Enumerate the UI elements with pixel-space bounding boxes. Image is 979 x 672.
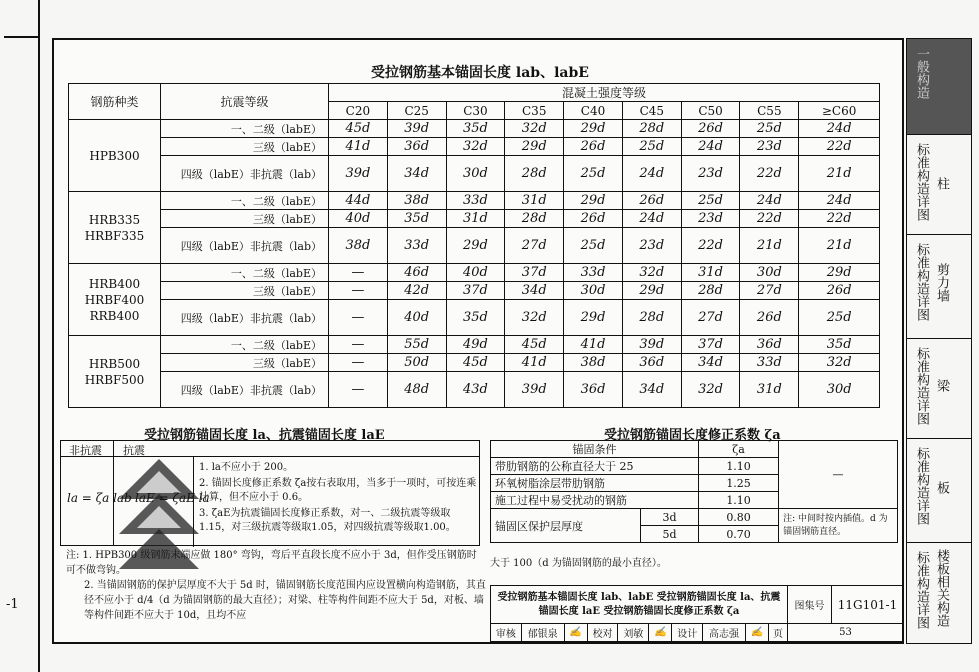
anchorage-value: 49d	[446, 336, 505, 354]
anchorage-value: 30d	[799, 372, 880, 408]
table-row	[69, 228, 880, 264]
cond-row: 环氧树脂涂层带肋钢筋	[491, 475, 699, 492]
anchorage-value: 35d	[387, 210, 446, 228]
anchorage-value: 34d	[505, 282, 564, 300]
anchorage-value: 30d	[564, 282, 623, 300]
anchorage-value: 29d	[446, 228, 505, 264]
table-row	[69, 300, 880, 336]
anchorage-value: 22d	[681, 228, 740, 264]
title-block	[490, 585, 904, 642]
steel-kind: HRB500 HRBF500	[69, 336, 161, 408]
check-label: 校对	[587, 624, 618, 642]
anchorage-value: 21d	[799, 156, 880, 192]
anchorage-value: 35d	[446, 120, 505, 138]
table-row	[69, 192, 880, 210]
anchorage-value: 26d	[681, 120, 740, 138]
anchorage-value: 37d	[446, 282, 505, 300]
anchorage-value: —	[329, 372, 388, 408]
zeta-value: 0.70	[699, 526, 779, 543]
drawing-name: 受拉钢筋基本锚固长度 lab、labE 受拉钢筋锚固长度 la、抗震锚固长度 laE 受拉钢筋锚固长度修正系数 ζa	[491, 586, 788, 624]
concrete-grade-col: C40	[564, 102, 623, 120]
tab-general-structure[interactable]: 一般构造	[907, 39, 971, 135]
main-table-title: 受拉钢筋基本锚固长度 lab、labE	[371, 65, 589, 81]
anchorage-value: 23d	[622, 228, 681, 264]
anchorage-value: 32d	[505, 300, 564, 336]
table-row	[69, 264, 880, 282]
anchorage-value: 24d	[681, 138, 740, 156]
seismic-grade: 一、二级（labE）	[161, 336, 329, 354]
binding-edge	[38, 0, 40, 672]
zeta-section-title: 受拉钢筋锚固长度修正系数 ζa	[604, 428, 781, 443]
anchorage-value: 28d	[681, 282, 740, 300]
cond-row: 施工过程中易受扰动的钢筋	[491, 492, 699, 509]
left-page-mark: -1	[6, 597, 19, 612]
anchorage-value: 39d	[622, 336, 681, 354]
seismic-grade: 四级（labE）非抗震（lab）	[161, 300, 329, 336]
seismic-grade: 三级（labE）	[161, 282, 329, 300]
anchorage-value: —	[329, 354, 388, 372]
anchorage-value: 45d	[329, 120, 388, 138]
table-row	[69, 210, 880, 228]
anchorage-value: 33d	[446, 192, 505, 210]
seismic-grade: 四级（labE）非抗震（lab）	[161, 228, 329, 264]
anchorage-value: 25d	[681, 192, 740, 210]
chapter-tabs	[906, 38, 972, 644]
anchorage-value: 28d	[622, 300, 681, 336]
table-row	[69, 138, 880, 156]
seismic-grade: 一、二级（labE）	[161, 120, 329, 138]
concrete-grade-header: 混凝土强度等级	[329, 84, 880, 102]
anchorage-value: 26d	[799, 282, 880, 300]
table-row	[69, 372, 880, 408]
cond-header: 锚固条件	[491, 441, 699, 458]
la-note-2: 2. 锚固长度修正系数 ζa按右表取用，当多于一项时，可按连乘计算，但不应小于 0.6。	[199, 478, 477, 503]
protect-cover-label: 锚固区保护层厚度	[491, 509, 641, 543]
anchorage-value: 25d	[740, 120, 799, 138]
anchorage-value: 21d	[799, 228, 880, 264]
lae-formula: laE = ζaE la	[135, 491, 210, 505]
page-number: 53	[788, 624, 904, 642]
anchorage-value: 29d	[564, 192, 623, 210]
zeta-value: 0.80	[699, 509, 779, 526]
anchorage-value: 22d	[799, 210, 880, 228]
anchorage-value: 44d	[329, 192, 388, 210]
anchorage-value: 32d	[681, 372, 740, 408]
anchorage-value: 40d	[387, 300, 446, 336]
anchorage-value: 48d	[387, 372, 446, 408]
anchorage-value: 22d	[740, 156, 799, 192]
anchorage-value: 38d	[329, 228, 388, 264]
la-formula-box	[60, 440, 480, 546]
drawing-frame	[52, 38, 904, 644]
binding-line	[4, 36, 40, 38]
anchorage-value: 32d	[505, 120, 564, 138]
anchorage-value: 31d	[681, 264, 740, 282]
anchorage-value: 24d	[799, 192, 880, 210]
seismic-grade: 三级（labE）	[161, 354, 329, 372]
anchorage-value: 29d	[505, 138, 564, 156]
seismic-grade: 三级（labE）	[161, 138, 329, 156]
concrete-grade-col: C30	[446, 102, 505, 120]
atlas-label: 图集号	[788, 586, 832, 624]
anchorage-value: 36d	[740, 336, 799, 354]
anchorage-value: —	[329, 264, 388, 282]
anchorage-value: 38d	[564, 354, 623, 372]
interp-note: 注: 中间时按内插值。d 为锚固钢筋直径。	[779, 509, 898, 543]
anchorage-value: 34d	[387, 156, 446, 192]
zeta-header: ζa	[699, 441, 779, 458]
anchorage-length-table	[68, 83, 880, 408]
anchorage-value: 37d	[681, 336, 740, 354]
steel-kind: HRB335 HRBF335	[69, 192, 161, 264]
footnote-2: 2. 当锚固钢筋的保护层厚度不大于 5d 时，锚固钢筋长度范围内应设置横向构造钢筋，其直径不应小于 d/4（d 为锚固钢筋的最大直径）；对梁、柱等构件间距不应大于 5d，对板、墙等构件间距不应大于 10d，且均不应	[84, 580, 486, 621]
anchorage-value: 43d	[446, 372, 505, 408]
reviewer: 郁银泉	[521, 624, 564, 642]
anchorage-value: 45d	[505, 336, 564, 354]
anchorage-value: 26d	[564, 210, 623, 228]
design-label: 设计	[672, 624, 703, 642]
anchorage-value: —	[329, 282, 388, 300]
concrete-grade-col: C55	[740, 102, 799, 120]
tab-shear-wall[interactable]: 标准构造详图 剪力墙	[907, 235, 971, 339]
anchorage-value: 29d	[564, 120, 623, 138]
review-label: 审核	[491, 624, 522, 642]
anchorage-value: 27d	[681, 300, 740, 336]
footnotes	[66, 548, 486, 623]
tab-slab[interactable]: 标准构造详图 板	[907, 439, 971, 543]
concrete-grade-col: C35	[505, 102, 564, 120]
footnote-continued: 大于 100（d 为锚固钢筋的最小直径）。	[490, 558, 667, 569]
anchorage-value: 24d	[622, 156, 681, 192]
concrete-grade-col: C45	[622, 102, 681, 120]
anchorage-value: 37d	[505, 264, 564, 282]
table-row	[69, 354, 880, 372]
anchorage-value: 34d	[622, 372, 681, 408]
anchorage-value: 31d	[740, 372, 799, 408]
anchorage-value: 24d	[622, 210, 681, 228]
zeta-dash: —	[779, 441, 898, 509]
anchorage-value: 31d	[446, 210, 505, 228]
zeta-value: 1.25	[699, 475, 779, 492]
anchorage-value: 41d	[505, 354, 564, 372]
atlas-number: 11G101-1	[832, 586, 904, 624]
seismic-header: 抗震	[123, 444, 145, 457]
zeta-value: 1.10	[699, 492, 779, 509]
steel-kind: HPB300	[69, 120, 161, 192]
anchorage-value: 23d	[681, 210, 740, 228]
design-signature: ✍	[745, 624, 768, 642]
anchorage-value: 29d	[799, 264, 880, 282]
anchorage-value: 24d	[799, 120, 880, 138]
review-signature: ✍	[564, 624, 587, 642]
anchorage-value: 55d	[387, 336, 446, 354]
anchorage-value: 22d	[799, 138, 880, 156]
anchorage-value: 26d	[622, 192, 681, 210]
anchorage-value: 39d	[387, 120, 446, 138]
anchorage-value: 32d	[622, 264, 681, 282]
non-seismic-header: 非抗震	[69, 444, 102, 457]
cover-thickness: 3d	[641, 509, 699, 526]
check-signature: ✍	[649, 624, 672, 642]
anchorage-value: 21d	[740, 228, 799, 264]
anchorage-value: 25d	[799, 300, 880, 336]
anchorage-value: 27d	[740, 282, 799, 300]
seismic-grade: 一、二级（labE）	[161, 264, 329, 282]
anchorage-value: 36d	[564, 372, 623, 408]
la-formula: la = ζa lab	[67, 491, 132, 505]
anchorage-value: 27d	[505, 228, 564, 264]
col-kind-header: 钢筋种类	[69, 84, 161, 120]
anchorage-value: —	[329, 336, 388, 354]
anchorage-value: 36d	[622, 354, 681, 372]
anchorage-value: —	[329, 300, 388, 336]
anchorage-value: 28d	[505, 156, 564, 192]
anchorage-value: 38d	[387, 192, 446, 210]
footnote-1: 注: 1. HPB300 级钢筋末端应做 180° 弯钩，弯后平直段长度不应小于 3d，但作受压钢筋时可不做弯钩。	[66, 550, 477, 576]
la-note-1: 1. la不应小于 200。	[199, 462, 294, 473]
anchorage-value: 30d	[740, 264, 799, 282]
anchorage-value: 33d	[740, 354, 799, 372]
anchorage-value: 39d	[329, 156, 388, 192]
anchorage-value: 25d	[622, 138, 681, 156]
anchorage-value: 26d	[740, 300, 799, 336]
page-label: 页	[769, 624, 788, 642]
anchorage-value: 42d	[387, 282, 446, 300]
concrete-grade-col: C25	[387, 102, 446, 120]
designer: 高志强	[703, 624, 746, 642]
la-note-3: 3. ζaE为抗震锚固长度修正系数，对一、二级抗震等级取1.15，对三级抗震等级取1.05，对四级抗震等级取1.00。	[199, 508, 456, 533]
anchorage-value: 22d	[740, 210, 799, 228]
anchorage-value: 29d	[622, 282, 681, 300]
concrete-grade-col: ≥C60	[799, 102, 880, 120]
cond-row: 带肋钢筋的公称直径大于 25	[491, 458, 699, 475]
anchorage-value: 35d	[446, 300, 505, 336]
anchorage-value: 25d	[564, 228, 623, 264]
tab-column[interactable]: 标准构造详图 柱	[907, 135, 971, 235]
anchorage-value: 33d	[387, 228, 446, 264]
table-row	[69, 336, 880, 354]
tab-beam[interactable]: 标准构造详图 梁	[907, 339, 971, 439]
anchorage-value: 40d	[446, 264, 505, 282]
seismic-grade: 四级（labE）非抗震（lab）	[161, 156, 329, 192]
anchorage-value: 25d	[564, 156, 623, 192]
anchorage-value: 33d	[564, 264, 623, 282]
anchorage-value: 40d	[329, 210, 388, 228]
concrete-grade-col: C20	[329, 102, 388, 120]
anchorage-value: 23d	[681, 156, 740, 192]
anchorage-value: 32d	[446, 138, 505, 156]
seismic-grade: 四级（labE）非抗震（lab）	[161, 372, 329, 408]
anchorage-value: 28d	[622, 120, 681, 138]
anchorage-value: 41d	[564, 336, 623, 354]
cover-thickness: 5d	[641, 526, 699, 543]
table-row	[69, 120, 880, 138]
anchorage-value: 24d	[740, 192, 799, 210]
anchorage-value: 36d	[387, 138, 446, 156]
tab-slab-related[interactable]: 标准构造详图 楼板相关构造	[914, 549, 949, 629]
anchorage-value: 50d	[387, 354, 446, 372]
anchorage-value: 34d	[681, 354, 740, 372]
anchorage-value: 29d	[564, 300, 623, 336]
seismic-grade: 一、二级（labE）	[161, 192, 329, 210]
anchorage-value: 41d	[329, 138, 388, 156]
col-grade-header: 抗震等级	[161, 84, 329, 120]
anchorage-value: 26d	[564, 138, 623, 156]
anchorage-value: 32d	[799, 354, 880, 372]
zeta-table	[490, 440, 898, 543]
zeta-value: 1.10	[699, 458, 779, 475]
anchorage-value: 28d	[505, 210, 564, 228]
table-row	[69, 156, 880, 192]
concrete-grade-col: C50	[681, 102, 740, 120]
la-section-title: 受拉钢筋锚固长度 la、抗震锚固长度 laE	[144, 428, 385, 443]
anchorage-value: 23d	[740, 138, 799, 156]
anchorage-value: 45d	[446, 354, 505, 372]
steel-kind: HRB400 HRBF400 RRB400	[69, 264, 161, 336]
seismic-grade: 三级（labE）	[161, 210, 329, 228]
anchorage-value: 30d	[446, 156, 505, 192]
table-row	[69, 282, 880, 300]
anchorage-value: 46d	[387, 264, 446, 282]
checker: 刘敏	[618, 624, 649, 642]
anchorage-value: 39d	[505, 372, 564, 408]
anchorage-value: 35d	[799, 336, 880, 354]
anchorage-value: 31d	[505, 192, 564, 210]
